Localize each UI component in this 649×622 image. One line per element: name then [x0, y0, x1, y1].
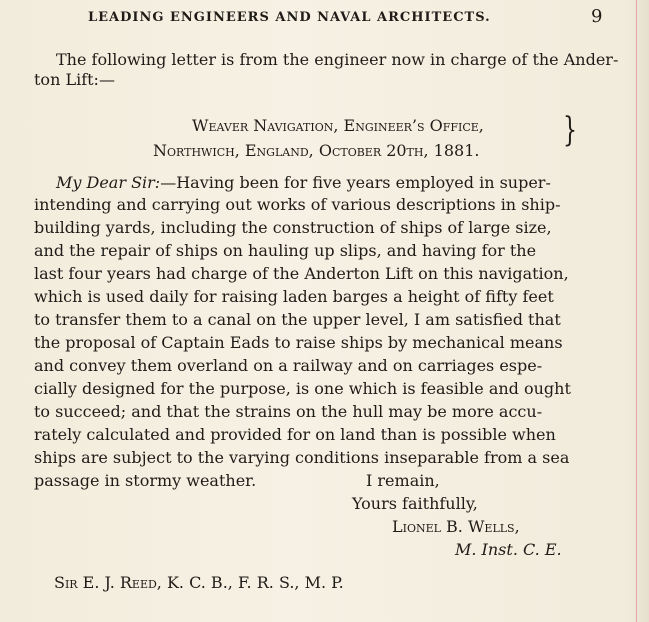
letter-line-3: building yards, including the construction of ships of large size,	[34, 218, 552, 237]
running-header: LEADING ENGINEERS AND NAVAL ARCHITECTS.	[88, 10, 491, 25]
letter-line-13: ships are subject to the varying conditions inseparable from a sea	[34, 448, 570, 467]
credentials: M. Inst. C. E.	[455, 540, 562, 559]
recipient: Sir E. J. Reed, K. C. B., F. R. S., M. P.	[54, 573, 344, 592]
yours-faithfully: Yours faithfully,	[352, 494, 478, 513]
letter-line-8: the proposal of Captain Eads to raise ships by mechanical means	[34, 333, 563, 352]
letter-line-2: intending and carrying out works of various descriptions in ship-	[34, 195, 561, 214]
letter-line-4: and the repair of ships on hauling up slips, and having for the	[34, 241, 537, 260]
page-number: 9	[591, 6, 603, 27]
letter-line-7: to transfer them to a canal on the upper level, I am satisfied that	[34, 310, 561, 329]
margin-rule	[636, 0, 637, 622]
letter-line-11: to succeed; and that the strains on the hull may be more accu-	[34, 402, 543, 421]
address-line-2: Northwich, England, October 20th, 1881.	[153, 141, 480, 160]
address-line-1: Weaver Navigation, Engineer’s Office,	[192, 116, 484, 135]
letter-line-6: which is used daily for raising laden barges a height of fifty feet	[34, 287, 554, 306]
letter-line-14: passage in stormy weather.	[34, 471, 257, 490]
page-edge-shadow	[628, 0, 649, 622]
intro-line-2: ton Lift:—	[34, 70, 115, 89]
letter-line-10: cially designed for the purpose, is one which is feasible and ought	[34, 379, 571, 398]
letter-line-9: and convey them overland on a railway and on carriages espe-	[34, 356, 543, 375]
salutation: My Dear Sir:	[56, 173, 161, 192]
letter-line-12: rately calculated and provided for on land than is possible when	[34, 425, 556, 444]
letter-line-1-text: —Having been for five years employed in super-	[160, 173, 551, 192]
brace-icon: }	[563, 110, 578, 150]
letter-line-5: last four years had charge of the Anderton Lift on this navigation,	[34, 264, 569, 283]
letter-line-1	[56, 173, 551, 193]
i-remain: I remain,	[366, 471, 440, 490]
intro-line-1: The following letter is from the engineer now in charge of the Ander-	[56, 50, 619, 69]
signature: Lionel B. Wells,	[392, 517, 520, 536]
